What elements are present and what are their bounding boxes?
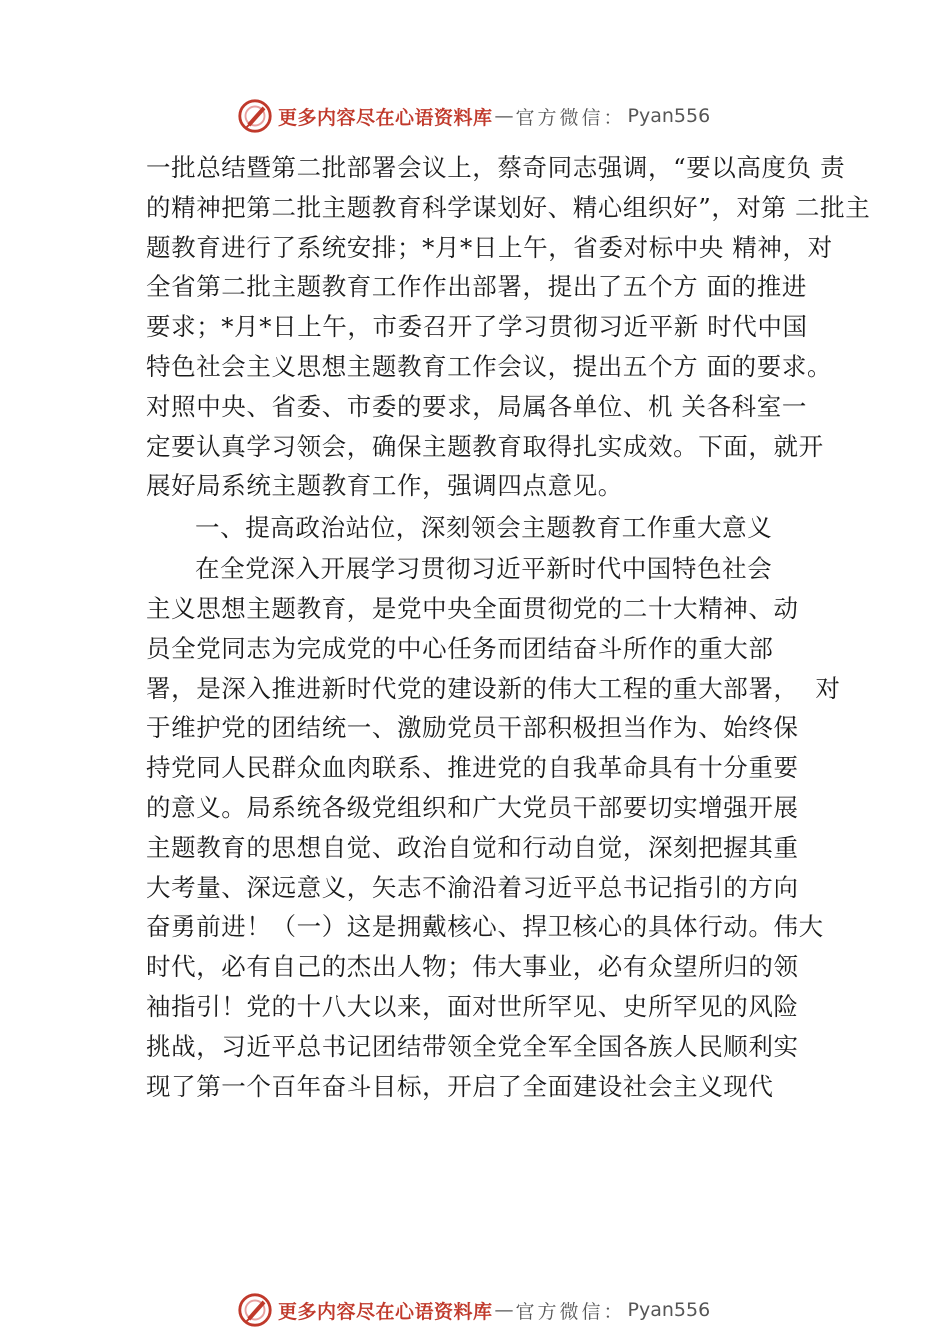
banner-title: 更多内容尽在心语资料库 <box>278 1300 493 1323</box>
text-line: 大考量、深远意义，矢志不渝沿着习近平总书记指引的方向 <box>146 872 799 902</box>
text-line: 定要认真学习领会，确保主题教育取得扎实成效。下面，就开 <box>146 431 824 461</box>
text-line: 对照中央、省委、市委的要求，局属各单位、机 关各科室一 <box>146 391 807 421</box>
text-line: 一批总结暨第二批部署会议上，蔡奇同志强调，“要以高度负 责 <box>146 153 846 182</box>
text-line: 的精神把第二批主题教育科学谋划好、精心组织好”，对第 二批主 <box>146 192 871 222</box>
text-line: 主题教育的思想自觉、政治自觉和行动自觉，深刻把握其重 <box>146 832 799 862</box>
text-line: 展好局系统主题教育工作，强调四点意见。 <box>146 471 623 501</box>
paragraph-2 <box>146 549 846 1106</box>
text-line: 主义思想主题教育，是党中央全面贯彻党的二十大精神、动 <box>146 593 799 623</box>
paragraph-1 <box>146 148 871 506</box>
seal-logo-icon <box>236 1291 274 1329</box>
text-line: 要求；*月*日上午，市委召开了学习贯彻习近平新 时代中国 <box>146 312 808 342</box>
banner-wechat-id: Pyan556 <box>627 1299 711 1321</box>
section-heading: 一、提高政治站位，深刻领会主题教育工作重大意义 <box>195 513 773 543</box>
text-line: 题教育进行了系统安排；*月*日上午，省委对标中央 精神，对 <box>146 232 833 262</box>
banner-wechat-id: Pyan556 <box>627 105 711 127</box>
document-body <box>146 148 871 1106</box>
text-line: 持党同人民群众血肉联系、推进党的自我革命具有十分重要 <box>146 753 799 783</box>
text-line: 现了第一个百年奋斗目标，开启了全面建设社会主义现代 <box>146 1071 774 1101</box>
text-line: 署，是深入推进新时代党的建设新的伟大工程的重大部署， 对 <box>146 673 841 703</box>
text-line: 于维护党的团结统一、激励党员干部积极担当作为、始终保 <box>146 713 799 743</box>
banner-title: 更多内容尽在心语资料库 <box>278 106 493 129</box>
text-line: 在全党深入开展学习贯彻习近平新时代中国特色社会 <box>195 554 773 584</box>
text-line: 挑战，习近平总书记团结带领全党全军全国各族人民顺利实 <box>146 1031 799 1061</box>
banner-dash: — <box>494 1299 514 1321</box>
banner-wechat-label: 官方微信： <box>515 1300 626 1323</box>
text-line: 奋勇前进！（一）这是拥戴核心、捍卫核心的具体行动。伟大 <box>146 912 824 942</box>
text-line: 的意义。局系统各级党组织和广大党员干部要切实增强开展 <box>146 792 799 822</box>
header-banner <box>236 96 710 136</box>
text-line: 员全党同志为完成党的中心任务而团结奋斗所作的重大部 <box>146 633 774 663</box>
text-line: 时代，必有自己的杰出人物；伟大事业，必有众望所归的领 <box>146 952 799 982</box>
text-line: 特色社会主义思想主题教育工作会议，提出五个方 面的要求。 <box>146 351 833 381</box>
seal-logo-icon <box>236 97 274 135</box>
banner-wechat-label: 官方微信： <box>515 106 626 129</box>
text-line: 袖指引！党的十八大以来，面对世所罕见、史所罕见的风险 <box>146 991 799 1021</box>
text-line: 全省第二批主题教育工作作出部署，提出了五个方 面的推进 <box>146 272 807 302</box>
banner-dash: — <box>494 105 514 127</box>
footer-banner <box>236 1290 710 1330</box>
